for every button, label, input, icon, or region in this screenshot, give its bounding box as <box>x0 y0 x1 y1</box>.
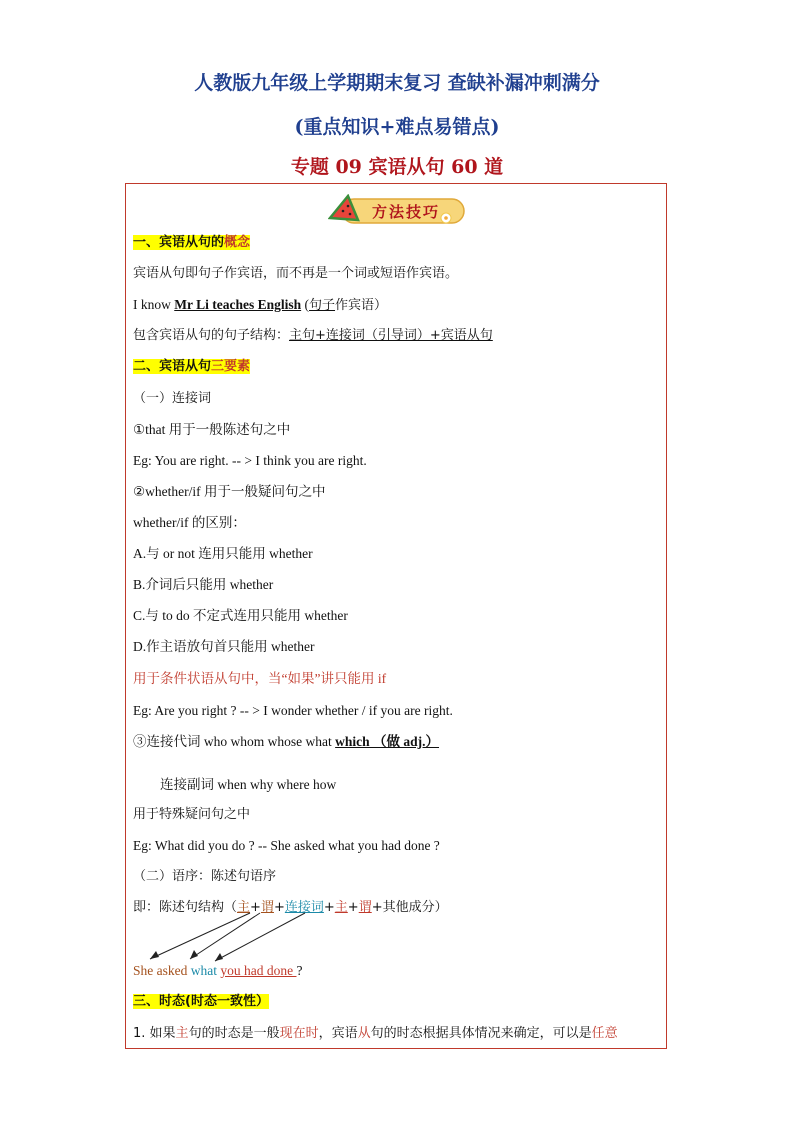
tense-rule-1: 1. 如果主句的时态是一般现在时，宾语从句的时态根据具体情况来确定，可以是任意 <box>133 1026 618 1041</box>
topic-title: 专题 09 宾语从句 60 道 <box>290 156 504 178</box>
section-heading-elements: 二、宾语从句三要素 <box>133 359 251 374</box>
structure-text: 包含宾语从句的句子结构：主句+连接词（引导词）+宾语从句 <box>133 328 493 343</box>
document-subtitle: (重点知识+难点易错点) <box>294 116 500 138</box>
example-what: Eg: What did you do ? -- She asked what you had done ? <box>133 838 440 853</box>
subheading-word-order: （二）语序：陈述句语序 <box>133 869 277 884</box>
reordered-example: She asked what you had done ? <box>133 963 303 978</box>
section-heading-tense: 三、时态(时态一致性） <box>133 994 269 1009</box>
rule-c: C.与 to do 不定式连用只能用 whether <box>133 608 348 623</box>
word-order-structure: 即：陈述句结构（主+谓+连接词+主+谓+其他成分） <box>133 900 448 915</box>
whether-if-difference: whether/if 的区别： <box>133 515 246 530</box>
concept-text: 宾语从句即句子作宾语，而不再是一个词或短语作宾语。 <box>133 266 459 281</box>
concept-example: I know Mr Li teaches English (句子作宾语） <box>133 297 388 313</box>
connector-pronouns: ③连接代词 who whom whose what which （做 adj.） <box>133 734 440 749</box>
method-badge <box>328 194 466 226</box>
badge-label: 方法技巧 <box>372 203 441 221</box>
rule-a: A.与 or not 连用只能用 whether <box>133 546 313 561</box>
rule-d: D.作主语放句首只能用 whether <box>133 639 315 654</box>
rule-if-condition: 用于条件状语从句中，当“如果”讲只能用 if <box>133 671 387 686</box>
section-heading-concept: 一、宾语从句的概念 <box>133 235 251 250</box>
connector-that: ①that 用于一般陈述句之中 <box>133 422 291 437</box>
subheading-connectors: （一）连接词 <box>133 391 212 406</box>
document-title: 人教版九年级上学期期末复习 查缺补漏冲刺满分 <box>194 72 600 94</box>
example-that: Eg: You are right. -- > I think you are right. <box>133 453 367 468</box>
connector-whether-if: ②whether/if 用于一般疑问句之中 <box>133 484 326 499</box>
rule-b: B.介词后只能用 whether <box>133 577 274 592</box>
connector-adverbs: 连接副词 when why where how <box>160 777 337 792</box>
example-whether: Eg: Are you right ? -- > I wonder whether / if you are right. <box>133 703 453 718</box>
special-question-usage: 用于特殊疑问句之中 <box>133 807 251 822</box>
